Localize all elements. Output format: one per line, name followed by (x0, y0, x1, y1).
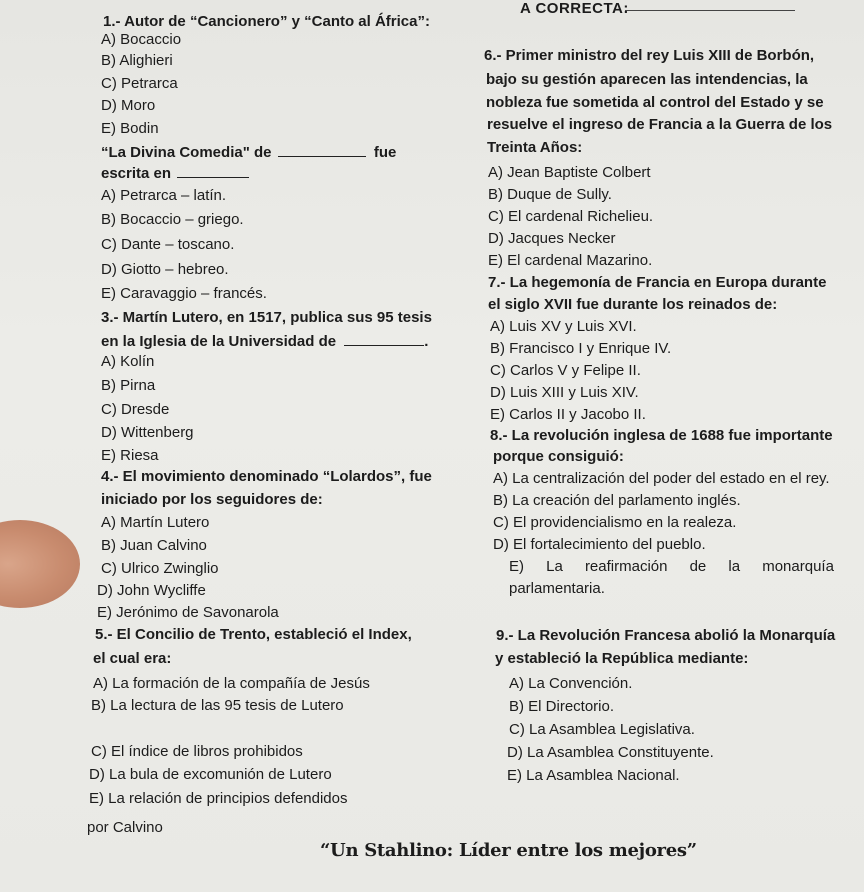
q8-option-b: B) La creación del parlamento inglés. (493, 492, 741, 509)
q8-title-b: porque consiguió: (493, 448, 624, 465)
q9-option-d: D) La Asamblea Constituyente. (507, 744, 714, 761)
q8-e-word-2: La (546, 558, 563, 575)
q2-title-a: “La Divina Comedia" de (101, 144, 272, 161)
footer-slogan: “Un Stahlino: Líder entre los mejores” (320, 840, 697, 861)
q4-option-b: B) Juan Calvino (101, 537, 207, 554)
q1-option-a: A) Bocaccio (101, 31, 182, 48)
q2-blank-2 (177, 163, 249, 178)
q4-title-b: iniciado por los seguidores de: (101, 491, 323, 508)
q3-option-b: B) Pirna (101, 377, 156, 394)
answer-line (625, 10, 795, 11)
q4-option-e: E) Jerónimo de Savonarola (97, 604, 279, 621)
q3-option-e: E) Riesa (101, 447, 159, 464)
q3-blank (344, 331, 424, 346)
q6-option-e: E) El cardenal Mazarino. (488, 252, 653, 269)
q2-blank-1 (278, 142, 366, 157)
q6-option-d: D) Jacques Necker (488, 230, 616, 247)
q4-title-a: 4.- El movimiento denominado “Lolardos”, fue (101, 468, 432, 485)
q6-line-5: Treinta Años: (487, 139, 583, 156)
q5-option-e: E) La relación de principios defendidos (89, 790, 348, 807)
q9-option-e: E) La Asamblea Nacional. (507, 767, 680, 784)
q8-e-word-6: monarquía (762, 558, 834, 575)
q2-option-e: E) Caravaggio – francés. (101, 285, 267, 302)
answer-header: A CORRECTA: (520, 0, 629, 17)
q8-option-d: D) El fortalecimiento del pueblo. (493, 536, 706, 553)
q1-title: 1.- Autor de “Cancionero” y “Canto al África”: (103, 13, 430, 30)
q5-title-a: 5.- El Concilio de Trento, estableció el Index, (95, 626, 412, 643)
q6-option-a: A) Jean Baptiste Colbert (488, 164, 651, 181)
q2-title (101, 142, 396, 162)
q3-title-b: en la Iglesia de la Universidad de (101, 333, 337, 350)
q7-title-a: 7.- La hegemonía de Francia en Europa durante (488, 274, 827, 291)
q8-e-word-3: reafirmación (584, 558, 668, 575)
q6-line-4: resuelve el ingreso de Francia a la Guerra de los (487, 116, 833, 133)
q3-title-line2 (101, 331, 428, 351)
q3-title-a: 3.- Martín Lutero, en 1517, publica sus 95 tesis (101, 309, 432, 326)
q8-option-c: C) El providencialismo en la realeza. (493, 514, 737, 531)
q4-option-a: A) Martín Lutero (101, 514, 210, 531)
q7-title-b: el siglo XVII fue durante los reinados de: (488, 296, 778, 313)
q6-option-b: B) Duque de Sully. (488, 186, 612, 203)
q2-title-c: escrita en (101, 165, 172, 182)
q7-option-a: A) Luis XV y Luis XVI. (490, 318, 637, 335)
q8-e-word-4: de (689, 558, 707, 575)
q2-title-b: fue (373, 144, 397, 161)
q7-option-b: B) Francisco I y Enrique IV. (490, 340, 672, 357)
q5-option-a: A) La formación de la compañía de Jesús (93, 675, 370, 692)
q5-option-d: D) La bula de excomunión de Lutero (89, 766, 332, 783)
q2-option-b: B) Bocaccio – griego. (101, 211, 244, 228)
q3-option-c: C) Dresde (101, 401, 170, 418)
q1-option-e: E) Bodin (101, 120, 159, 137)
q3-option-a: A) Kolín (101, 353, 155, 370)
q1-option-c: C) Petrarca (101, 75, 178, 92)
q8-title-a: 8.- La revolución inglesa de 1688 fue importante (490, 427, 833, 444)
q9-option-c: C) La Asamblea Legislativa. (509, 721, 695, 738)
q3-title-end: . (424, 333, 429, 350)
q9-option-a: A) La Convención. (509, 675, 633, 692)
q9-option-b: B) El Directorio. (509, 698, 615, 715)
q6-line-1: 6.- Primer ministro del rey Luis XIII de Borbón, (484, 47, 815, 64)
q5-title-b: el cual era: (93, 650, 172, 667)
q8-option-e-cont: parlamentaria. (509, 580, 605, 597)
q2-option-c: C) Dante – toscano. (101, 236, 235, 253)
q8-e-word-5: la (728, 558, 741, 575)
q7-option-c: C) Carlos V y Felipe II. (490, 362, 641, 379)
q5-option-b: B) La lectura de las 95 tesis de Lutero (91, 697, 344, 714)
q9-title-b: y estableció la República mediante: (495, 650, 749, 667)
q6-line-2: bajo su gestión aparecen las intendencias, la (486, 71, 808, 88)
q1-option-d: D) Moro (101, 97, 156, 114)
q6-option-c: C) El cardenal Richelieu. (488, 208, 654, 225)
q2-option-a: A) Petrarca – latín. (101, 187, 227, 204)
q2-option-d: D) Giotto – hebreo. (101, 261, 229, 278)
q5-option-e-cont: por Calvino (87, 819, 163, 836)
q5-option-c: C) El índice de libros prohibidos (91, 743, 303, 760)
q2-title-line2 (101, 163, 249, 183)
q7-option-d: D) Luis XIII y Luis XIV. (490, 384, 639, 401)
q8-option-e (509, 558, 834, 576)
q8-e-word-1: E) (509, 558, 524, 575)
q1-option-b: B) Alighieri (101, 52, 173, 69)
q6-line-3: nobleza fue sometida al control del Estado y se (486, 94, 824, 111)
q4-option-d: D) John Wycliffe (97, 582, 206, 599)
q7-option-e: E) Carlos II y Jacobo II. (490, 406, 646, 423)
q3-option-d: D) Wittenberg (101, 424, 194, 441)
thumb-finger (0, 520, 80, 608)
q4-option-c: C) Ulrico Zwinglio (101, 560, 219, 577)
q9-title-a: 9.- La Revolución Francesa abolió la Monarquía (496, 627, 836, 644)
q8-option-a: A) La centralización del poder del estado en el rey. (493, 470, 830, 487)
